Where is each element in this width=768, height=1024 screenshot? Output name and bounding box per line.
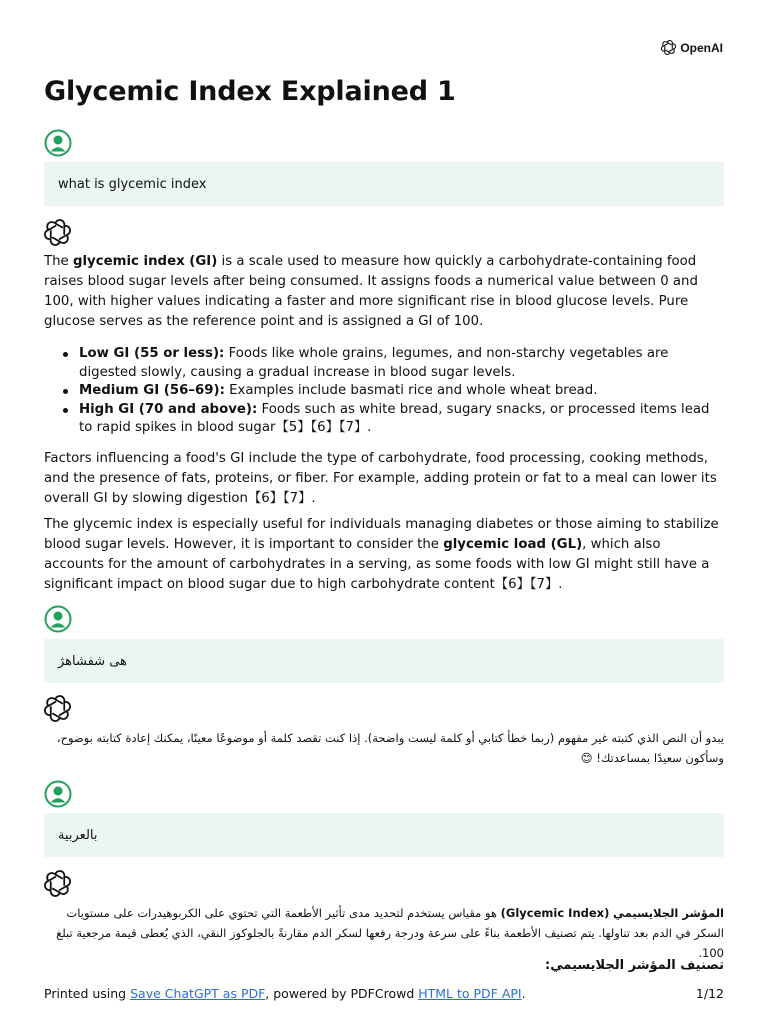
chatgpt-icon <box>44 695 71 722</box>
assistant-paragraph: The glycemic index (GI) is a scale used to measure how quickly a carbohydrate-containing food raises blood sugar levels after being consumed. It assigns foods a numerical value between 0 and 100, with higher values indicating a faster and more significant rise in blood glucose levels. Pure glucose serves as the reference point and is assigned a GI of 100. <box>44 254 698 329</box>
user-message-text: what is glycemic index <box>58 176 207 192</box>
save-chatgpt-pdf-link[interactable]: Save ChatGPT as PDF <box>130 986 266 1001</box>
assistant-paragraph: The glycemic index is especially useful for individuals managing diabetes or those aiming to stabilize blood sugar levels. However, it is important to consider the glycemic load (GL), which also accounts for the amount of carbohydrates in a serving, as some foods with low GI might still have a significant impact on blood sugar due to high carbohydrate content【6】【7】. <box>44 517 719 592</box>
openai-icon <box>661 40 676 55</box>
html-to-pdf-api-link[interactable]: HTML to PDF API <box>418 986 522 1001</box>
assistant-paragraph: المؤشر الجلايسيمي (Glycemic Index) هو مقياس يستخدم لتحديد مدى تأثير الأطعمة التي تحتوي على الكربوهيدرات على مستويات السكر في الدم بعد تناولها. يتم تصنيف الأطعمة بناءً على سرعة ودرجة رفعها لسكر الدم مقارنةً بالجلوكوز النقي، الذي يُعطى قيمة مرجعية تبلغ 100. <box>56 906 724 960</box>
brand-name: OpenAI <box>680 40 723 55</box>
user-message <box>44 162 724 206</box>
user-message <box>44 813 724 857</box>
list-item: Low GI (55 or less): Foods like whole grains, legumes, and non-starchy vegetables are digested slowly, causing a gradual increase in blood sugar levels. <box>44 345 724 382</box>
page-footer <box>44 986 724 1001</box>
page-title: Glycemic Index Explained 1 <box>44 76 456 107</box>
user-avatar-icon <box>44 780 72 808</box>
openai-logo <box>661 40 723 55</box>
user-message-text: بالعربية <box>58 827 98 843</box>
user-avatar-icon <box>44 129 72 157</box>
user-message-text: هی شفشاهژ <box>58 653 127 669</box>
user-message <box>44 639 724 683</box>
chatgpt-icon <box>44 219 71 246</box>
chatgpt-icon <box>44 870 71 897</box>
page-number: 1/12 <box>695 986 724 1001</box>
assistant-paragraph: يبدو أن النص الذي كتبته غير مفهوم (ربما خطأ كتابي أو كلمة ليست واضحة). إذا كنت تقصد كلمة أو موضوعًا معينًا، يمكنك إعادة كتابته بوضوح، وسأكون سعيدًا بمساعدتك! 😊 <box>56 731 724 765</box>
user-avatar-icon <box>44 605 72 633</box>
section-heading: تصنيف المؤشر الجلايسيمي: <box>545 958 724 973</box>
assistant-paragraph: Factors influencing a food's GI include the type of carbohydrate, food processing, cooking methods, and the presence of fats, proteins, or fiber. For example, adding protein or fat to a meal can lower its overall GI by slowing digestion【6】【7】. <box>44 451 717 506</box>
list-item: Medium GI (56–69): Examples include basmati rice and whole wheat bread. <box>44 382 724 401</box>
list-item: High GI (70 and above): Foods such as white bread, sugary snacks, or processed items lead to rapid spikes in blood sugar【5】【6】【7】. <box>44 401 724 438</box>
gi-category-list <box>44 345 724 438</box>
footer-credit: Printed using Save ChatGPT as PDF, powered by PDFCrowd HTML to PDF API. <box>44 986 526 1001</box>
